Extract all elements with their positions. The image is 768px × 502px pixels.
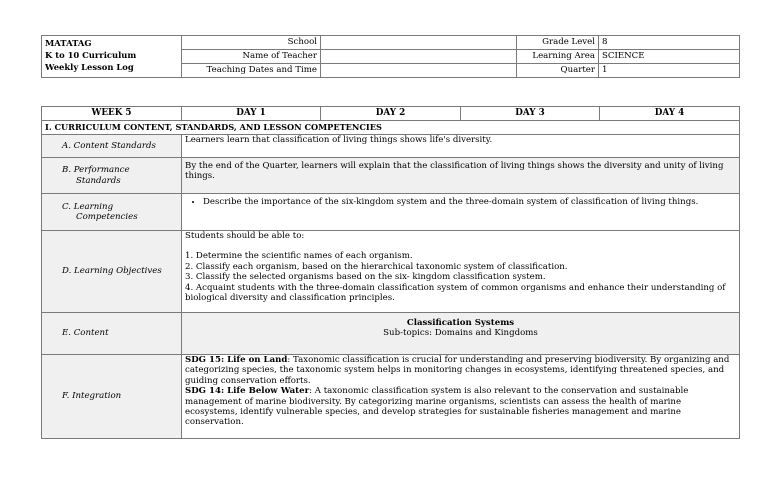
day-1-header: DAY 1 [182, 107, 321, 121]
day-2-header: DAY 2 [321, 107, 461, 121]
performance-standards-text: By the end of the Quarter, learners will explain that the classification of living things shows the diversity and unity of living things. [182, 158, 740, 194]
objective-item-1: 1. Determine the scientific names of each organism. [185, 251, 413, 262]
learning-area-label: Learning Area [517, 50, 599, 64]
learning-objectives-row [42, 231, 740, 313]
quarter-value[interactable]: 1 [599, 64, 740, 78]
title-line-2: K to 10 Curriculum [45, 50, 137, 60]
performance-label-line-1: B. Performance [62, 165, 130, 176]
integration-row [42, 355, 740, 439]
content-standards-label: A. Content Standards [42, 135, 182, 158]
learning-competencies-cell [182, 194, 740, 231]
day-4-header: DAY 4 [600, 107, 740, 121]
content-title: Classification Systems [406, 318, 515, 328]
section-title: I. CURRICULUM CONTENT, STANDARDS, AND LESSON COMPETENCIES [42, 121, 740, 135]
content-row [42, 313, 740, 355]
performance-standards-row [42, 158, 740, 194]
content-label: E. Content [42, 313, 182, 355]
learning-competencies-row [42, 194, 740, 231]
sdg15-title: SDG 15: Life on Land [185, 355, 288, 365]
school-label: School [182, 36, 321, 50]
content-standards-row [42, 135, 740, 158]
objectives-intro: Students should be able to: [185, 231, 305, 241]
dates-value[interactable] [321, 64, 517, 78]
objective-item-4: 4. Acquaint students with the three-domain classification system of common organisms and enhance their understanding of biological diversity and classification principles. [185, 282, 726, 304]
objective-item-3: 3. Classify the selected organisms based on the six- kingdom classification system. [185, 272, 546, 283]
week-header: WEEK 5 [42, 107, 182, 121]
teacher-value[interactable] [321, 50, 517, 64]
column-header-row [42, 107, 740, 121]
section-row [42, 121, 740, 135]
objective-item-2: 2. Classify each organism, based on the hierarchical taxonomic system of classification. [185, 261, 568, 272]
learning-objectives-cell [182, 231, 740, 313]
sdg14-title: SDG 14: Life Below Water [185, 386, 310, 397]
sdg14-paragraph [185, 386, 736, 428]
grade-level-label: Grade Level [517, 36, 599, 50]
objectives-spacer [185, 241, 736, 251]
lesson-log-title [42, 36, 182, 78]
weekly-plan-table [41, 106, 740, 439]
competencies-label-line-2: Competencies [76, 212, 138, 222]
title-line-3: Weekly Lesson Log [45, 62, 134, 72]
content-cell [182, 313, 740, 355]
title-line-1: MATATAG [45, 38, 92, 48]
integration-label: F. Integration [42, 355, 182, 439]
sdg15-paragraph [185, 355, 736, 386]
content-standards-text: Learners learn that classification of living things shows life's diversity. [182, 135, 740, 158]
quarter-label: Quarter [517, 64, 599, 78]
header-table [41, 35, 740, 78]
competencies-label-line-1: C. Learning [62, 201, 114, 212]
content-subtitle: Sub-topics: Domains and Kingdoms [383, 328, 538, 339]
performance-standards-label [42, 158, 182, 194]
school-value[interactable] [321, 36, 517, 50]
grade-level-value[interactable]: 8 [599, 36, 740, 50]
integration-cell [182, 355, 740, 439]
performance-label-line-2: Standards [76, 175, 121, 186]
dates-label: Teaching Dates and Time [182, 64, 321, 78]
competency-bullet: • Describe the importance of the six-kingdom system and the three-domain system of classification of living things. [203, 197, 736, 207]
sdg15-text: : Taxonomic classification is crucial for understanding and preserving biodiversity. By organizing and categorizing species, the taxonomic system helps in monitoring changes in ecosystems, identifying threatened species, and guiding conservation efforts. [185, 355, 730, 386]
teacher-label: Name of Teacher [182, 50, 321, 64]
learning-competencies-label [42, 194, 182, 231]
learning-area-value[interactable]: SCIENCE [599, 50, 740, 64]
learning-objectives-label: D. Learning Objectives [42, 231, 182, 313]
sdg14-text: : A taxonomic classification system is also relevant to the conservation and sustainable management of marine biodiversity. By categorizing marine organisms, scientists can assess the health of marine ecosystems, identify vulnerable species, and develop strategies for sustainable fisheries management and marine conservation. [185, 386, 689, 428]
day-3-header: DAY 3 [461, 107, 600, 121]
